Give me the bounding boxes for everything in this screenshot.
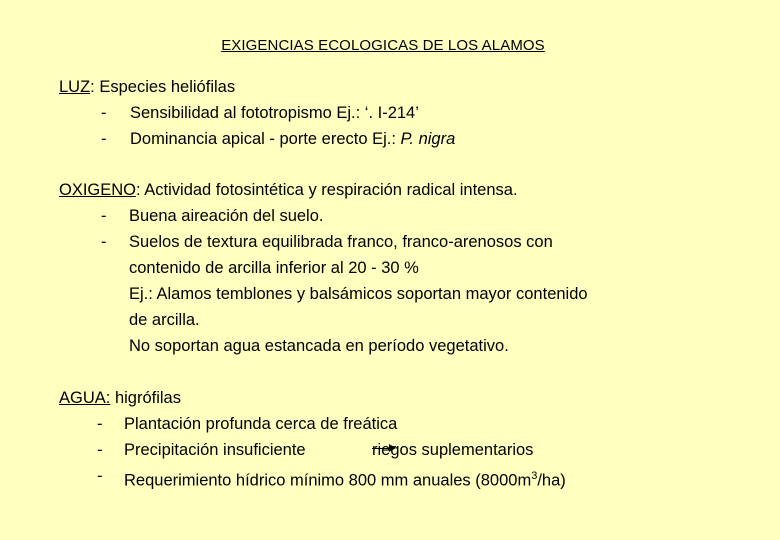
oxigeno-item-1-text: Buena aireación del suelo. xyxy=(129,207,324,225)
agua-item-3-end: /ha) xyxy=(537,471,566,490)
luz-item-1 xyxy=(101,103,107,123)
bullet-dash: - xyxy=(101,104,107,122)
agua-item-1-text: Plantación profunda cerca de freática xyxy=(124,415,398,433)
agua-text: higrófilas xyxy=(110,389,181,407)
bullet-dash: - xyxy=(101,130,107,148)
luz-item-2-text xyxy=(130,129,455,149)
agua-item-3-main: Requerimiento hídrico mínimo 800 mm anuales (8000m xyxy=(124,471,532,490)
agua-item-2-text-after: riegos suplementarios xyxy=(372,441,534,459)
luz-item-2 xyxy=(101,129,107,149)
oxigeno-item-2-line-1: Suelos de textura equilibrada franco, franco-arenosos con xyxy=(129,233,553,251)
superscript: 3 xyxy=(531,470,538,482)
agua-item-1-dash: - xyxy=(97,415,103,433)
luz-heading xyxy=(59,77,235,97)
agua-item-3-text xyxy=(124,466,566,491)
oxigeno-item-1-dash: - xyxy=(101,207,107,225)
agua-item-2-dash: - xyxy=(97,441,103,459)
oxigeno-item-2-line-5: No soportan agua estancada en período vegetativo. xyxy=(129,337,509,355)
luz-item-2-main: Dominancia apical - porte erecto Ej.: xyxy=(130,130,401,148)
agua-item-3-dash: - xyxy=(97,467,103,485)
agua-item-2-text-before: Precipitación insuficiente xyxy=(124,441,306,459)
oxigeno-item-2-line-3: Ej.: Alamos temblones y balsámicos soportan mayor contenido xyxy=(129,285,588,303)
species-name: P. nigra xyxy=(400,130,456,148)
luz-text: : Especies heliófilas xyxy=(90,78,236,96)
oxigeno-text: : Actividad fotosintética y respiración radical intensa. xyxy=(136,181,518,199)
oxigeno-item-2-dash: - xyxy=(101,233,107,251)
oxigeno-item-2-line-4: de arcilla. xyxy=(129,311,200,329)
oxigeno-item-2-line-2: contenido de arcilla inferior al 20 - 30 % xyxy=(129,259,419,277)
agua-heading xyxy=(59,388,181,408)
luz-item-1-text: Sensibilidad al fototropismo Ej.: ‘. I-214’ xyxy=(130,104,419,122)
slide-title: EXIGENCIAS ECOLOGICAS DE LOS ALAMOS xyxy=(221,37,545,54)
agua-label: AGUA: xyxy=(59,389,111,407)
oxigeno-heading xyxy=(59,180,518,200)
oxigeno-label: OXIGENO xyxy=(59,181,137,199)
luz-label: LUZ xyxy=(59,78,91,96)
